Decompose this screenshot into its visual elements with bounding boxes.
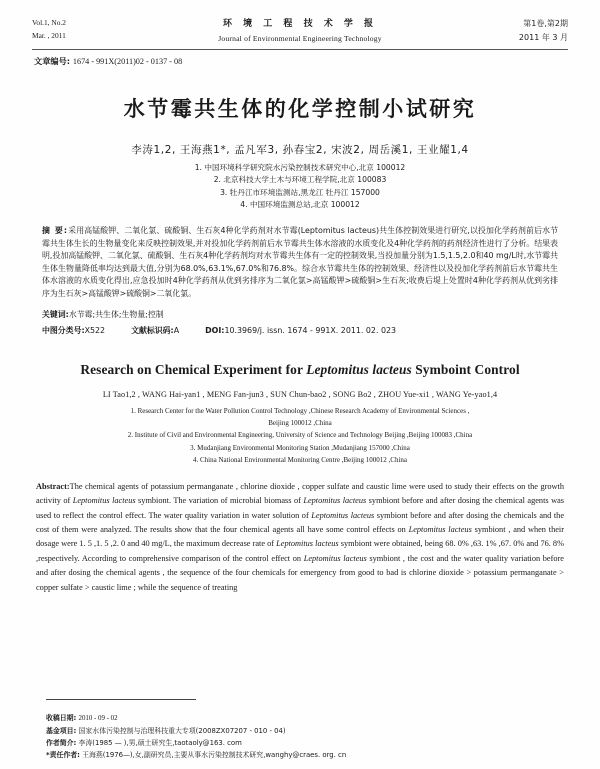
affiliation-cn-1: 1. 中国环境科学研究院水污染控制技术研究中心,北京 100012 [194,163,406,173]
abstract-en-p2: symbiont. The variation of microbial biomass of [135,496,304,506]
corr-value: 王海燕(1976—),女,副研究员,主要从事水污染控制技术研究,wanghy@craes. org. cn [82,750,347,759]
abstract-en-species-1: Leptomitus lacteus [72,496,136,506]
clc-group [42,325,105,338]
abstract-en-p3: symbiont before and after dosing the chemical agents was used to reflect the control effect. The water quality variation in water solution of [36,496,564,520]
keywords-cn [42,309,558,322]
title-en-species: Leptomitus lacteus [306,362,412,378]
bio-label: 作者简介: [46,738,77,747]
abstract-en-label: Abstract: [36,482,70,492]
affiliations-cn [30,162,570,211]
abstract-en-p7: symbiont , the cost and the water quality variation before and after dosing the chemical agents , the sequence of the four chemicals for emergency from good to bad is chlorine dioxide > potassium permanganate > copper sulfate > caustic lime ; while the sequence of treating [36,553,564,592]
affiliation-en-4: 4. China National Environmental Monitoring Centre ,Beijing 100012 ,China [192,455,408,464]
affiliation-cn-2: 2. 北京科技大学土木与环境工程学院,北京 100083 [213,175,387,185]
title-en-part1: Research on Chemical Experiment for [80,362,307,378]
footnotes [46,712,570,761]
affiliation-en-3: 3. Mudanjiang Environmental Monitoring Station ,Mudanjiang 157000 ,China [190,443,410,452]
affiliation-en-1b: Beijing 100012 ,China [268,419,332,428]
abstract-cn [42,225,558,300]
article-number [34,56,570,67]
abstract-en-species-2: Leptomitus lacteus [303,496,367,506]
abstract-en-species-6: Leptomitus lacteus [303,553,367,563]
running-head-center [152,18,448,44]
affiliation-en-1a: 1. Research Center for the Water Pollution Control Technology ,Chinese Research Academy of Environmental Sciences , [130,406,470,415]
issue-date-en: Mar. , 2011 [32,30,66,40]
doi-group [205,325,396,338]
doi-value: 10.3969/j. issn. 1674 - 991X. 2011. 02. 023 [224,325,397,335]
footnote-received [46,712,570,725]
issue-date-cn: 2011 年 3 月 [518,32,568,42]
running-head-right [448,18,568,43]
page-title-cn: 水节霉共生体的化学控制小试研究 [123,97,477,122]
abstract-en [36,480,564,595]
page-title-en [44,361,556,378]
affiliation-cn-3: 3. 牡丹江市环境监测站,黑龙江 牡丹江 157000 [220,187,380,197]
header-divider [32,49,568,50]
footnote-corresponding-author [46,749,570,761]
journal-title-en: Journal of Environmental Engineering Technology [218,34,382,44]
doc-code-value: A [173,325,180,335]
running-head-left [32,18,152,41]
corr-label: *责任作者: [46,750,80,759]
affiliation-en-2: 2. Institute of Civil and Environmental Engineering, University of Science and Technology Beijing ,Beijing 100083 ,China [127,431,473,440]
volume-issue-en: Vol.1, No.2 [32,18,66,27]
fund-value: 国家水体污染控制与治理科技重大专项(2008ZX07207 - 010 - 04) [78,726,286,735]
affiliations-en [30,405,570,466]
fund-label: 基金项目: [46,726,77,735]
footnote-author-bio [46,737,570,749]
abstract-en-species-4: Leptomitus lacteus [408,525,472,535]
keywords-cn-label: 关键词: [42,310,69,320]
abstract-en-p5: symbiont , and when their dosage were 1. 5 ,1. 5 ,2. 0 and 40 mg/L, the maximum decrease rate of [36,525,564,549]
running-head [30,18,570,44]
article-number-value: 1674 - 991X(2011)02 - 0137 - 08 [72,57,183,67]
footnote-fund [46,725,570,737]
classification-line [42,325,558,338]
article-number-label: 文章编号: [34,56,71,67]
received-label: 收稿日期: [46,713,77,722]
clc-label: 中图分类号: [42,325,85,335]
title-en-part2: Symboint Control [411,362,520,378]
authors-en: LI Tao1,2 , WANG Hai-yan1 , MENG Fan-jun3 , SUN Chun-bao2 , SONG Bo2 , ZHOU Yue-xi1 , WANG Ye-yao1,4 [102,389,498,399]
abstract-en-species-3: Leptomitus lacteus [311,510,375,520]
abstract-cn-label: 摘 要: [42,226,69,236]
abstract-cn-body: 采用高锰酸钾、二氧化氯、硫酸铜、生石灰4种化学药剂对水节霉(Leptomitus lacteus)共生体控制效果进行研究,以投加化学药剂前后水节霉共生体生长的生物量变化来反映控制效果,并对投加化学药剂前后水节霉共生体水溶液的水质变化及4种化学药剂的药剂经济性进行了分析。结果表明,投加高锰酸钾、二氧化氯、硫酸铜、生石灰4种化学药剂均对水节霉共生体有一定的控制效果,当投加量分别为1.5,1.5,2.0和40 mg/L时,水节霉共生体生物量降低率均达到最大值,分别为68.0%,63.1%,67.0%和76.8%。综合水节霉共生体的控制效果、经济性以及投加化学药剂前后水节霉共生体水溶液的水质变化得出,应急投加时4种化学药剂从优到劣排序为二氧化氯>高锰酸钾>硫酸铜>生石灰;收费后堤上处置时4种化学药剂从优到劣排序为生石灰>高锰酸钾>硫酸铜>二氧化氯。 [42,226,558,298]
affiliation-cn-4: 4. 中国环境监测总站,北京 100012 [240,199,360,209]
keywords-cn-value: 水节霉;共生体;生物量;控制 [68,310,164,320]
authors-cn: 李涛1,2, 王海燕1*, 孟凡军3, 孙春宝2, 宋波2, 周岳溪1, 王业耀1,4 [131,144,469,157]
abstract-en-species-5: Leptomitus lacteus [276,539,339,549]
received-value: 2010 - 09 - 02 [78,714,118,722]
volume-issue-cn: 第1卷,第2期 [523,19,568,28]
footnote-divider [46,699,196,700]
clc-value: X522 [84,325,106,335]
doc-code-group [131,325,179,338]
journal-title-cn: 环 境 工 程 技 术 学 报 [223,19,377,29]
abstract-en-p6: symbiont were obtained, being 68. 0% ,63. 1% ,67. 0% and 76. 8% ,respectively. According to comprehensive comparison of the control effect on [36,539,564,563]
abstract-en-p1: The chemical agents of potassium permanganate , chlorine dioxide , copper sulfate and caustic lime were used to study their effects on the growth activity of [36,482,564,506]
doi-label: DOI: [205,325,225,335]
abstract-en-p4: symbiont before and after dosing the chemicals and the cost of them were analyzed. The results show that the four chemical agents all have some control effects on [36,510,564,535]
doc-code-label: 文献标识码: [131,325,174,335]
bio-value: 李涛(1985 — ),男,硕士研究生,taotaoly@163. com [78,738,242,747]
